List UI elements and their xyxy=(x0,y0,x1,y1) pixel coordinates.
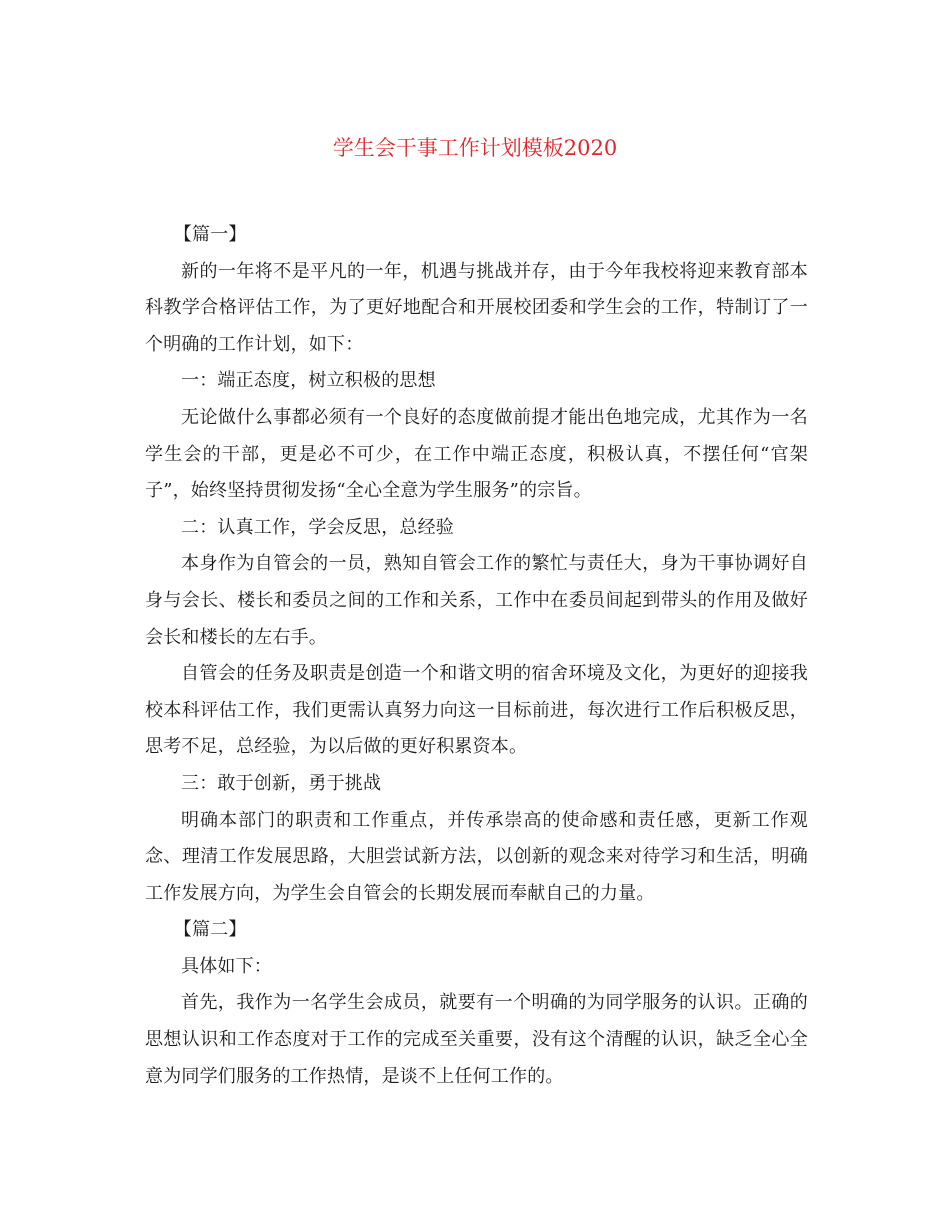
paragraph: 本身作为自管会的一员，熟知自管会工作的繁忙与责任大，身为干事协调好自身与会长、楼长和委员之间的工作和关系，工作中在委员间起到带头的作用及做好会长和楼长的左右手。 xyxy=(145,553,808,648)
subheading: 一：端正态度，树立积极的思想 xyxy=(181,370,436,392)
document-body xyxy=(145,217,808,1095)
section-heading-1: 【篇一】 xyxy=(173,224,247,245)
section-heading-2: 【篇二】 xyxy=(173,919,247,941)
subheading: 三：敢于创新，勇于挑战 xyxy=(181,772,382,794)
paragraph: 自管会的任务及职责是创造一个和谐文明的宿舍环境及文化，为更好的迎接我校本科评估工作，我们更需认真努力向这一目标前进，每次进行工作后积极反思，思考不足，总经验，为以后做的更好积累资本。 xyxy=(145,663,808,758)
paragraph: 新的一年将不是平凡的一年，机遇与挑战并存，由于今年我校将迎来教育部本科教学合格评估工作，为了更好地配合和开展校团委和学生会的工作，特制订了一个明确的工作计划，如下： xyxy=(145,260,808,355)
paragraph: 首先，我作为一名学生会成员，就要有一个明确的为同学服务的认识。正确的思想认识和工作态度对于工作的完成至关重要，没有这个清醒的认识，缺乏全心全意为同学们服务的工作热情，是谈不上任何工作的。 xyxy=(145,992,808,1087)
paragraph: 无论做什么事都必须有一个良好的态度做前提才能出色地完成，尤其作为一名学生会的干部，更是必不可少，在工作中端正态度，积极认真，不摆任何“官架子”，始终坚持贯彻发扬“全心全意为学生服务”的宗旨。 xyxy=(145,406,808,502)
document-title: 学生会干事工作计划模板2020 xyxy=(332,136,618,160)
subheading: 二：认真工作，学会反思，总经验 xyxy=(181,516,454,538)
paragraph: 明确本部门的职责和工作重点，并传承崇高的使命感和责任感，更新工作观念、理清工作发展思路，大胆尝试新方法，以创新的观念来对待学习和生活，明确工作发展方向，为学生会自管会的长期发展而奉献自己的力量。 xyxy=(145,809,808,904)
paragraph: 具体如下： xyxy=(181,955,272,977)
